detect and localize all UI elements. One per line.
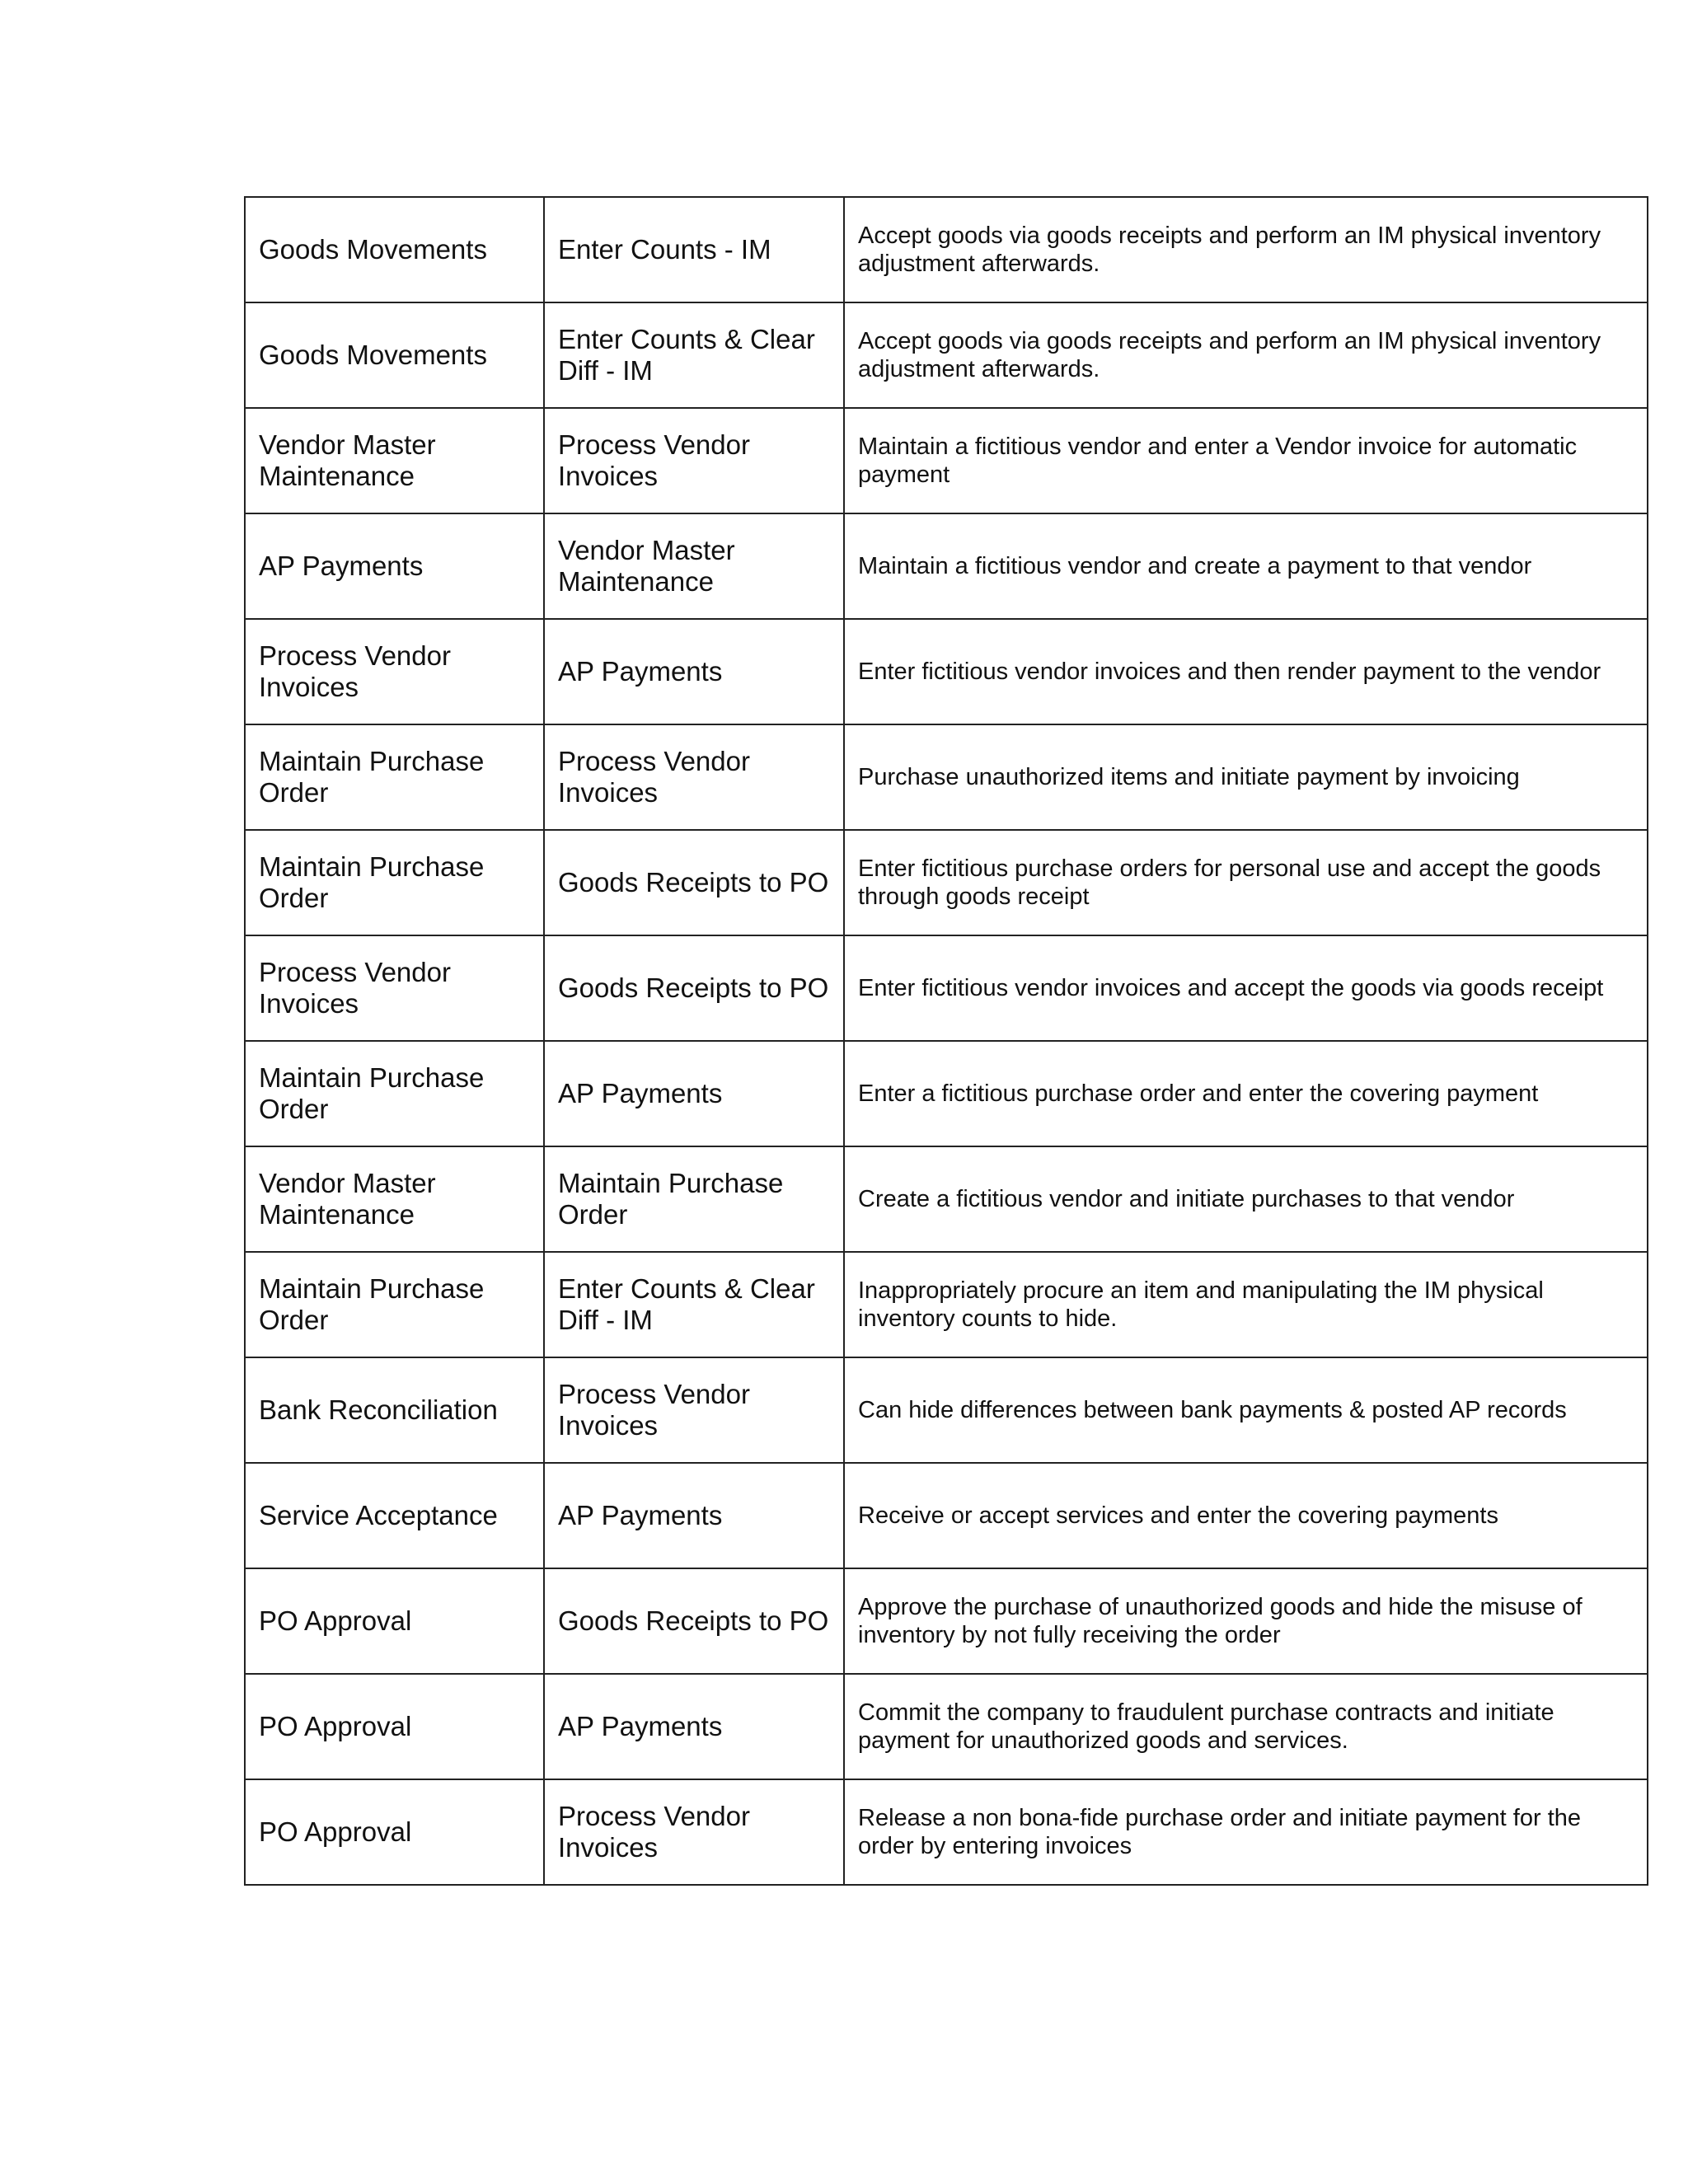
function-2-cell: Process Vendor Invoices bbox=[544, 408, 844, 513]
table-row bbox=[245, 619, 1648, 724]
function-2-cell: Vendor Master Maintenance bbox=[544, 513, 844, 619]
risk-description-cell: Receive or accept services and enter the covering payments bbox=[844, 1463, 1648, 1568]
risk-description-cell: Enter fictitious vendor invoices and accept the goods via goods receipt bbox=[844, 935, 1648, 1041]
function-1-cell: PO Approval bbox=[245, 1568, 544, 1674]
function-1-cell: Bank Reconciliation bbox=[245, 1357, 544, 1463]
function-2-cell: AP Payments bbox=[544, 1463, 844, 1568]
table-row bbox=[245, 302, 1648, 408]
risk-description-cell: Maintain a fictitious vendor and create a payment to that vendor bbox=[844, 513, 1648, 619]
function-1-cell: Process Vendor Invoices bbox=[245, 935, 544, 1041]
risk-description-cell: Purchase unauthorized items and initiate payment by invoicing bbox=[844, 724, 1648, 830]
table-row bbox=[245, 197, 1648, 302]
risk-description-cell: Inappropriately procure an item and manipulating the IM physical inventory counts to hide. bbox=[844, 1252, 1648, 1357]
function-1-cell: Maintain Purchase Order bbox=[245, 1041, 544, 1146]
table-row bbox=[245, 1674, 1648, 1779]
sod-conflict-table bbox=[244, 196, 1648, 1886]
function-2-cell: AP Payments bbox=[544, 1041, 844, 1146]
table-row bbox=[245, 1146, 1648, 1252]
risk-description-cell: Enter fictitious vendor invoices and then render payment to the vendor bbox=[844, 619, 1648, 724]
table-row bbox=[245, 1357, 1648, 1463]
function-1-cell: Maintain Purchase Order bbox=[245, 1252, 544, 1357]
function-2-cell: Process Vendor Invoices bbox=[544, 724, 844, 830]
function-2-cell: Enter Counts - IM bbox=[544, 197, 844, 302]
risk-description-cell: Enter fictitious purchase orders for personal use and accept the goods through goods receipt bbox=[844, 830, 1648, 935]
risk-description-cell: Maintain a fictitious vendor and enter a Vendor invoice for automatic payment bbox=[844, 408, 1648, 513]
risk-description-cell: Create a fictitious vendor and initiate purchases to that vendor bbox=[844, 1146, 1648, 1252]
table-row bbox=[245, 1463, 1648, 1568]
table-row bbox=[245, 513, 1648, 619]
risk-description-cell: Can hide differences between bank payments & posted AP records bbox=[844, 1357, 1648, 1463]
table-row bbox=[245, 408, 1648, 513]
function-1-cell: PO Approval bbox=[245, 1674, 544, 1779]
table-row bbox=[245, 724, 1648, 830]
table-row bbox=[245, 1568, 1648, 1674]
function-2-cell: Enter Counts & Clear Diff - IM bbox=[544, 1252, 844, 1357]
function-2-cell: Goods Receipts to PO bbox=[544, 830, 844, 935]
function-2-cell: Process Vendor Invoices bbox=[544, 1357, 844, 1463]
function-1-cell: Maintain Purchase Order bbox=[245, 724, 544, 830]
function-2-cell: AP Payments bbox=[544, 619, 844, 724]
function-1-cell: Vendor Master Maintenance bbox=[245, 408, 544, 513]
function-2-cell: Goods Receipts to PO bbox=[544, 935, 844, 1041]
risk-description-cell: Accept goods via goods receipts and perform an IM physical inventory adjustment afterwards. bbox=[844, 197, 1648, 302]
function-1-cell: Vendor Master Maintenance bbox=[245, 1146, 544, 1252]
function-1-cell: Goods Movements bbox=[245, 197, 544, 302]
table-row bbox=[245, 1041, 1648, 1146]
table-row bbox=[245, 830, 1648, 935]
function-1-cell: PO Approval bbox=[245, 1779, 544, 1885]
risk-description-cell: Release a non bona-fide purchase order and initiate payment for the order by entering invoices bbox=[844, 1779, 1648, 1885]
function-2-cell: AP Payments bbox=[544, 1674, 844, 1779]
function-1-cell: Service Acceptance bbox=[245, 1463, 544, 1568]
function-1-cell: Maintain Purchase Order bbox=[245, 830, 544, 935]
table-row bbox=[245, 935, 1648, 1041]
function-2-cell: Enter Counts & Clear Diff - IM bbox=[544, 302, 844, 408]
function-1-cell: Process Vendor Invoices bbox=[245, 619, 544, 724]
table-row bbox=[245, 1252, 1648, 1357]
risk-description-cell: Commit the company to fraudulent purchase contracts and initiate payment for unauthorized goods and services. bbox=[844, 1674, 1648, 1779]
function-2-cell: Process Vendor Invoices bbox=[544, 1779, 844, 1885]
function-2-cell: Goods Receipts to PO bbox=[544, 1568, 844, 1674]
table-body bbox=[245, 197, 1648, 1885]
risk-description-cell: Enter a fictitious purchase order and enter the covering payment bbox=[844, 1041, 1648, 1146]
table-row bbox=[245, 1779, 1648, 1885]
risk-description-cell: Accept goods via goods receipts and perform an IM physical inventory adjustment afterwards. bbox=[844, 302, 1648, 408]
function-1-cell: Goods Movements bbox=[245, 302, 544, 408]
function-2-cell: Maintain Purchase Order bbox=[544, 1146, 844, 1252]
function-1-cell: AP Payments bbox=[245, 513, 544, 619]
risk-description-cell: Approve the purchase of unauthorized goods and hide the misuse of inventory by not fully receiving the order bbox=[844, 1568, 1648, 1674]
